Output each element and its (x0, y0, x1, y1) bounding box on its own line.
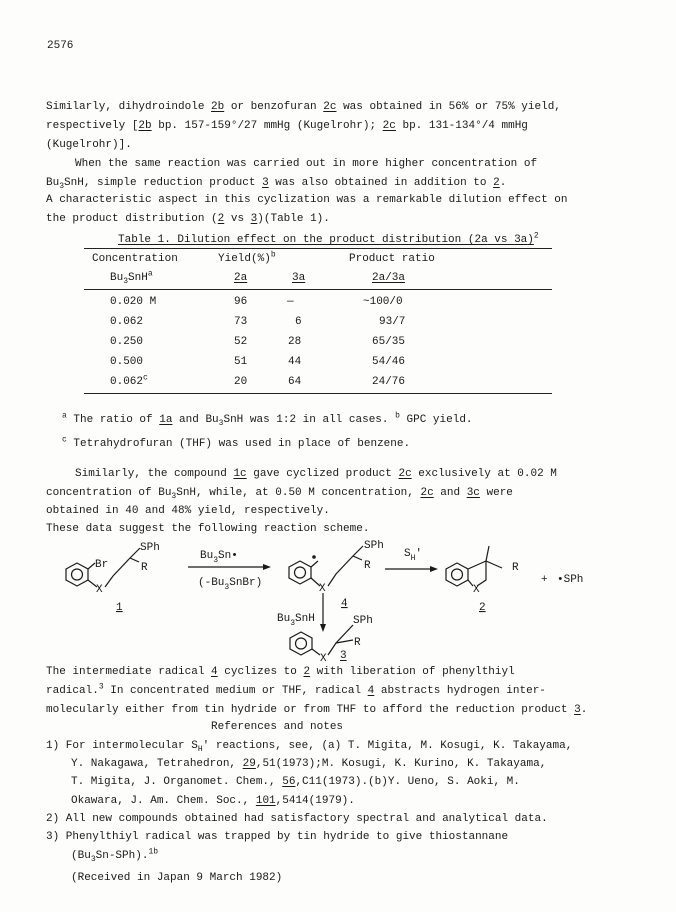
paragraph-3-line-3: obtained in 40 and 48% yield, respectively. (46, 505, 330, 517)
table-header-product-ratio: Product ratio (349, 253, 435, 265)
received-date: (Received in Japan 9 March 1982) (71, 872, 283, 884)
table-cell-ratio: 65/35 (372, 336, 406, 348)
paragraph-2-line-4: the product distribution (2 vs 3)(Table 1). (46, 213, 330, 225)
table-cell-yield-2a: 52 (234, 336, 248, 348)
table-footnote-ab: $^a$ The ratio of 1a and $Bu_3SnH$ was 1:2 in all cases. $^b$ GPC yield. (62, 411, 473, 429)
table-cell-yield-2a: 96 (234, 296, 248, 308)
table-header-2a: 2a (234, 272, 248, 284)
radical-dot-icon (312, 555, 316, 559)
table-bottom-rule (84, 393, 552, 394)
sph-label-3: SPh (353, 615, 373, 627)
page-number: 2576 (47, 40, 74, 52)
table-cell-conc: 0.062 (110, 316, 144, 328)
phenylthiyl-radical: •SPh (557, 574, 584, 586)
radical-4-structure (289, 546, 363, 586)
table-cell-ratio: 24/76 (372, 376, 406, 388)
table-cell-yield-3a: 44 (288, 356, 302, 368)
table-cell-yield-2a: 20 (234, 376, 248, 388)
reference-3-line-2: $(Bu_3Sn-SPh).^{1b}$ (71, 847, 159, 865)
table-header-3a: 3a (292, 272, 306, 284)
table-header-rule (84, 289, 552, 290)
table-cell-yield-2a: 51 (234, 356, 248, 368)
table-top-rule (84, 248, 552, 249)
reference-1-line-3: T. Migita, J. Organomet. Chem., 56,C11(1973).(b)Y. Ueno, S. Aoki, M. (71, 776, 520, 788)
paragraph-4-line-3: molecularly either from tin hydride or from THF to afford the reduction product 3. (46, 704, 588, 716)
paragraph-3-line-2: concentration of $Bu_3SnH$, while, at 0.50 M concentration, 2c and 3c were (46, 487, 513, 502)
table-cell-ratio: 93/7 (379, 316, 406, 328)
paragraph-1-line-3: (Kugelrohr)]. (46, 139, 132, 151)
references-heading: References and notes (211, 721, 344, 733)
table-cell-yield-3a: 28 (288, 336, 302, 348)
table-header-bu3snh: $Bu_3SnH^a$ (110, 269, 153, 287)
table-footnote-c: $^c$ Tetrahydrofuran (THF) was used in place of benzene. (62, 435, 411, 450)
paragraph-2-line-3: A characteristic aspect in this cyclization was a remarkable dilution effect on (46, 194, 568, 206)
table-cell-ratio: 54/46 (372, 356, 406, 368)
paragraph-1-line-2: respectively [2b bp. 157-159°/27 mmHg (Kugelrohr); 2c bp. 131-134°/4 mmHg (46, 120, 528, 132)
compound-label-1: 1 (116, 602, 123, 614)
arrow-3 (320, 593, 326, 632)
byproduct-bu3snbr: $(-Bu_3SnBr)$ (198, 577, 263, 592)
paragraph-4-line-2: radical.$^3$ In concentrated medium or THF, radical 4 abstracts hydrogen inter- (46, 682, 546, 697)
reaction-scheme (0, 528, 676, 668)
reference-2: 2) All new compounds obtained had satisfactory spectral and analytical data. (46, 813, 548, 825)
paragraph-2-line-1: When the same reaction was carried out in more higher concentration of (75, 158, 538, 170)
reference-1-line-1: 1) For intermolecular $S_H'$ reactions, see, (a) T. Migita, M. Kosugi, K. Takayama, (46, 740, 573, 755)
x-label-3: X (320, 653, 327, 665)
paragraph-4-line-1: The intermediate radical 4 cyclizes to 2 with liberation of phenylthiyl (46, 666, 515, 678)
sph-label-4: SPh (364, 540, 384, 552)
paragraph-2-line-2: $Bu_3SnH$, simple reduction product 3 was also obtained in addition to 2. (46, 177, 507, 192)
table-caption: Table 1. Dilution effect on the product distribution (2a vs 3a)$^2$ (118, 231, 539, 246)
table-cell-yield-2a: 73 (234, 316, 248, 328)
compound-label-4: 4 (341, 598, 348, 610)
table-header-yield: Yield(%)$^b$ (218, 250, 276, 265)
table-cell-yield-3a: — (287, 296, 294, 308)
reagent-bu3sn-radical: $Bu_3Sn•$ (200, 550, 238, 565)
compound-label-3: 3 (340, 650, 347, 662)
sph-label-1: SPh (140, 542, 160, 554)
table-cell-conc: 0.020 M (110, 296, 157, 308)
arrow-1 (188, 564, 271, 570)
table-header-2a-3a: 2a/3a (372, 272, 406, 284)
paragraph-3-line-1: Similarly, the compound 1c gave cyclized product 2c exclusively at 0.02 M (75, 468, 557, 480)
table-cell-conc: 0.500 (110, 356, 144, 368)
arrow-2 (385, 566, 438, 572)
paragraph-3-line-4: These data suggest the following reaction scheme. (46, 523, 370, 535)
reagent-bu3snh: $Bu_3SnH$ (277, 613, 315, 628)
reference-3-line-1: 3) Phenylthiyl radical was trapped by tin hydride to give thiostannane (46, 831, 509, 843)
compound-2-structure (446, 546, 502, 586)
r-label-4: R (364, 560, 371, 572)
table-cell-yield-3a: 64 (288, 376, 302, 388)
reagent-sh-prime: $S_H'$ (404, 548, 423, 563)
table-header-concentration: Concentration (92, 253, 178, 265)
x-label-2: X (473, 584, 480, 596)
reference-1-line-2: Y. Nakagawa, Tetrahedron, 29,51(1973);M. Kosugi, K. Kurino, K. Takayama, (71, 758, 547, 770)
table-cell-yield-3a: 6 (295, 316, 302, 328)
plus-sign: + (541, 574, 548, 586)
r-label-3: R (354, 637, 361, 649)
x-label-4: X (319, 583, 326, 595)
paragraph-1-line-1: Similarly, dihydroindole 2b or benzofuran 2c was obtained in 56% or 75% yield, (46, 101, 561, 113)
compound-label-2: 2 (479, 602, 486, 614)
x-label-1: X (96, 584, 103, 596)
table-cell-conc: 0.250 (110, 336, 144, 348)
reference-1-line-4: Okawara, J. Am. Chem. Soc., 101,5414(1979). (71, 795, 355, 807)
r-label-2: R (512, 562, 519, 574)
r-label-1: R (141, 562, 148, 574)
table-cell-ratio: ~100/0 (363, 296, 403, 308)
bromo-label: Br (95, 559, 109, 571)
table-cell-conc: 0.062$^c$ (110, 373, 148, 388)
